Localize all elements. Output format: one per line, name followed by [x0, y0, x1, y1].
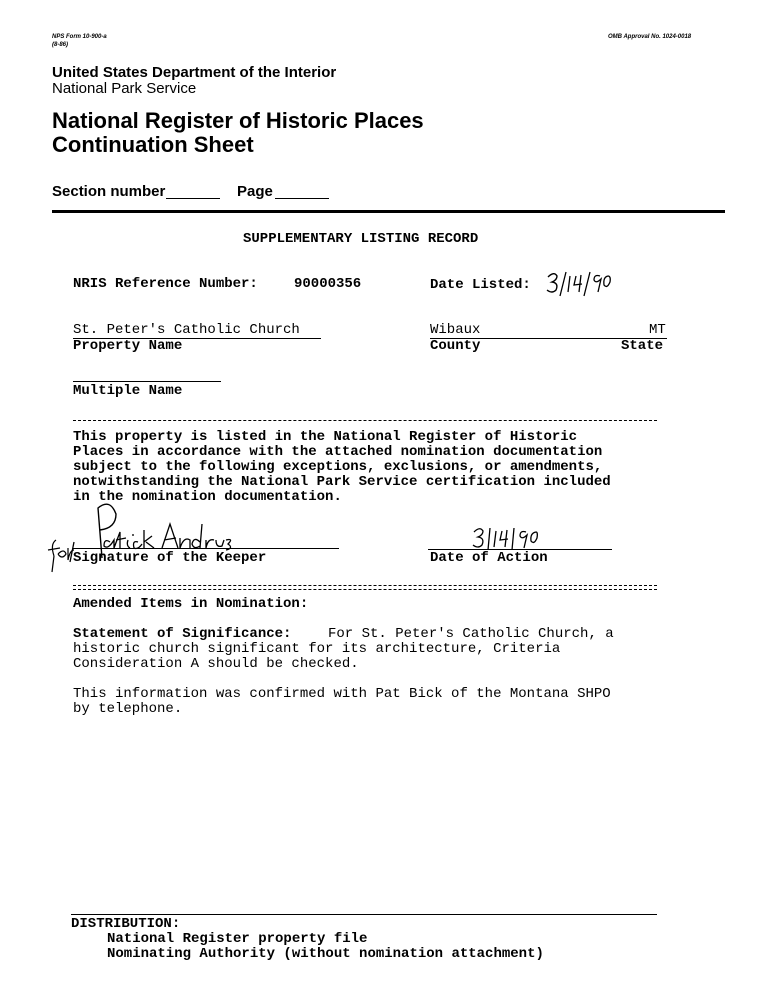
significance-line-1: For St. Peter's Catholic Church, a: [328, 626, 614, 642]
confirmation-line-1: This information was confirmed with Pat Bick of the Montana SHPO: [73, 686, 611, 702]
significance-label: Statement of Significance:: [73, 626, 292, 642]
date-listed-label: Date Listed:: [430, 277, 531, 293]
multiple-name-label: Multiple Name: [73, 383, 183, 399]
statement-line-1: This property is listed in the National Register of Historic: [73, 429, 578, 445]
distribution-item: National Register property file: [107, 931, 368, 947]
record-heading: SUPPLEMENTARY LISTING RECORD: [243, 231, 479, 247]
statement-line-3: subject to the following exceptions, exclusions, or amendments,: [73, 459, 603, 475]
double-rule-bottom: [73, 589, 657, 590]
statement-line-2: Places in accordance with the attached nomination documentation: [73, 444, 603, 460]
state-label: State: [621, 338, 664, 354]
dashed-divider: [73, 420, 657, 421]
page-subtitle: Continuation Sheet: [52, 132, 254, 157]
significance-line-3: Consideration A should be checked.: [73, 656, 359, 672]
service-name: National Park Service: [52, 80, 197, 97]
county-label: County: [430, 338, 481, 354]
section-number-line: [166, 198, 220, 199]
double-rule-top: [73, 585, 657, 586]
nris-value: 90000356: [294, 276, 362, 292]
multiple-name-line: [73, 381, 221, 382]
form-date: (8-86): [52, 42, 69, 48]
omb-approval: OMB Approval No. 1024-0018: [608, 34, 692, 40]
signature-line: [73, 548, 339, 549]
distribution-rule: [71, 914, 657, 915]
state-value: MT: [649, 322, 666, 338]
page-title: National Register of Historic Places: [52, 108, 424, 133]
department-name: United States Department of the Interior: [52, 64, 337, 81]
county-value: Wibaux: [430, 322, 481, 338]
page-line: [275, 198, 329, 199]
section-number-label: Section number: [52, 183, 166, 200]
statement-line-5: in the nomination documentation.: [73, 489, 342, 505]
distribution-item: Nominating Authority (without nomination attachment): [107, 946, 544, 962]
date-listed-handwritten: [544, 268, 614, 303]
page-label: Page: [237, 183, 273, 200]
significance-line-2: historic church significant for its architecture, Criteria: [73, 641, 561, 657]
property-name-label: Property Name: [73, 338, 183, 354]
date-of-action-label: Date of Action: [430, 550, 548, 566]
signature-label: Signature of the Keeper: [73, 550, 267, 566]
form-number: NPS Form 10-900-a: [52, 34, 107, 40]
nris-label: NRIS Reference Number:: [73, 276, 258, 292]
amended-items-label: Amended Items in Nomination:: [73, 596, 309, 612]
confirmation-line-2: by telephone.: [73, 701, 183, 717]
header-rule: [52, 210, 725, 213]
distribution-label: DISTRIBUTION:: [71, 916, 181, 932]
statement-line-4: notwithstanding the National Park Service certification included: [73, 474, 611, 490]
property-name-value: St. Peter's Catholic Church: [73, 322, 300, 338]
